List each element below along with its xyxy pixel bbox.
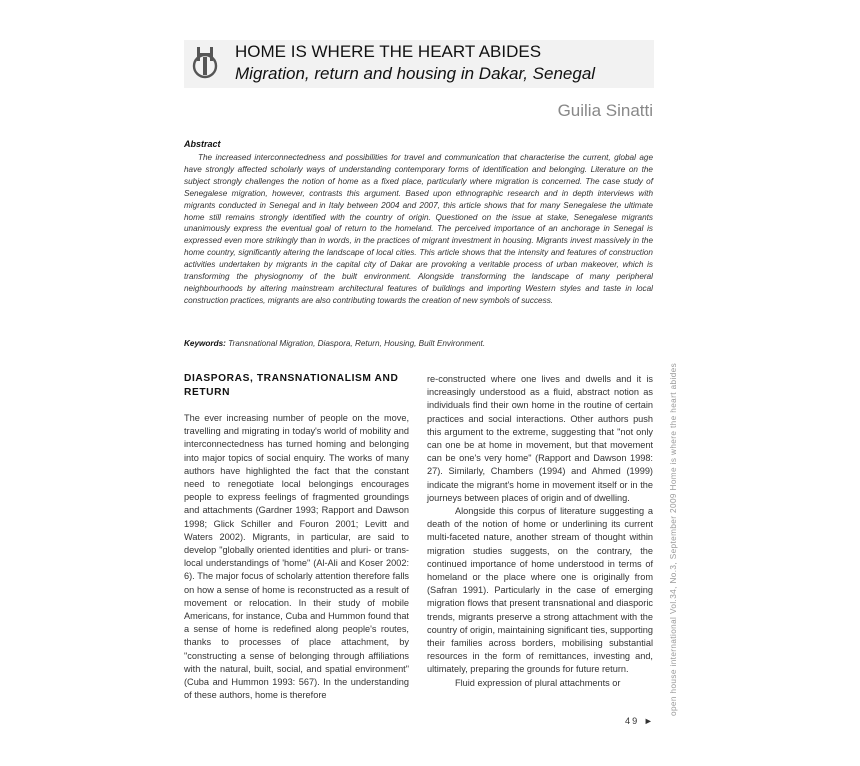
body-column-left (184, 412, 409, 702)
abstract-heading: Abstract (184, 139, 221, 149)
keywords-line (184, 338, 653, 350)
abstract-text: The increased interconnectedness and possibilities for travel and communication that characterise the current, global age have strongly affected scholarly ways of understanding contemporary forms of identification and belonging. Literature on the subject strongly challenges the notion of home as a fixed place, particularly where migration is concerned. The case study of Senegalese migration, however, contrasts this argument. Based upon ethnographic research and in depth interviews with migrants conducted in Senegal and in Italy between 2004 and 2007, this article shows that for many Senegalese the ultimate home still remains strongly identified with the country of origin. Questioned on the issue at stake, Senegalese migrants unanimously express the eventual goal of return to the homeland. The perceived importance of an anchorage in Senegal is expressed even more strikingly than in words, in the practices of migrant investment in housing. Migrants invest massively in the home country, significantly altering the landscape of local cities. This article shows that the intensity and features of construction activities undertaken by migrants in the capital city of Dakar are provoking a veritable process of urban makeover, which is transforming the physiognomy of the built environment. Alongside transforming the landscape of many peripheral neighbourhoods by altering mainstream architectural features of buildings and importing Western styles and taste in local construction practices, migrants are also contributing towards the creation of new symbols of success. (184, 153, 653, 305)
author-name: Guilia Sinatti (557, 101, 653, 120)
section-heading: DIASPORAS, TRANSNATIONALISM AND RETURN (184, 373, 399, 398)
body-paragraph: Alongside this corpus of literature suggesting a death of the notion of home or underlining its current multi-faceted nature, another stream of thought within migration studies suggests, on the contrary, the continued importance of home understood in terms of homeland or the place where one is originally from (Safran 1991). Particularly in the case of emerging migration flows that present transnational and diasporic trends, migrants preserve a strong attachment with the country of origin, maintaining significant ties, supporting their families across borders, mobilising substantial resources in the form of remittances, investing and, ultimately, preparing the grounds for future return. (427, 506, 653, 675)
running-header: open house international Vol.34, No.3, September 2009 Home is where the heart abides (669, 362, 678, 716)
journal-logo-icon (190, 44, 220, 84)
keywords-text: Transnational Migration, Diaspora, Return, Housing, Built Environment. (228, 339, 486, 348)
article-title: HOME IS WHERE THE HEART ABIDES (235, 42, 542, 61)
page-number: 49 ► (625, 716, 655, 726)
keywords-label: Keywords: (184, 339, 226, 348)
body-paragraph: re-constructed where one lives and dwells and it is increasingly understood as a fluid, abstract notion as individuals find their own home in the routine of certain practices and social interactions. Other authors push this argument to the extreme, suggesting that "not only can one be at home in movement, but that movement can be one's very home" (Rapport and Dawson 1998: 27). Similarly, Chambers (1994) and Ahmed (1999) indicate the migrant's home in movement itself or in the journeys between places of origin and of dwelling. (427, 374, 653, 503)
article-subtitle: Migration, return and housing in Dakar, Senegal (235, 64, 596, 83)
body-paragraph: The ever increasing number of people on the move, travelling and migrating in today's world of mobility and interconnectedness has turned homing and belonging into major topics of social enquiry. The works of many authors have highlighted the fact that the constant need to renegotiate local belongings encourages people to express feelings of fragmented groundings and attachments (Gardner 1993; Rapport and Dawson 1998; Glick Schiller and Fouron 2001; Levitt and Waters 2002). Migrants, in particular, are said to develop "globally oriented identities and pluri- or trans-local understandings of 'home" (Al-Ali and Koser 2002: 6). The major focus of scholarly attention therefore falls on how a sense of home is reconstructed as a result of movement or relocation. In their study of mobile Americans, for instance, Cuba and Hummon found that a sense of home is redefined along people's routes, thanks to processes of place attachment, by "constructing a sense of belonging through affiliations with the natural, built, social, and spatial environment" (Cuba and Hummon 1993: 567). In the understanding of these authors, home is therefore (184, 413, 409, 701)
body-column-right (427, 373, 653, 690)
body-paragraph: Fluid expression of plural attachments or (455, 677, 621, 688)
